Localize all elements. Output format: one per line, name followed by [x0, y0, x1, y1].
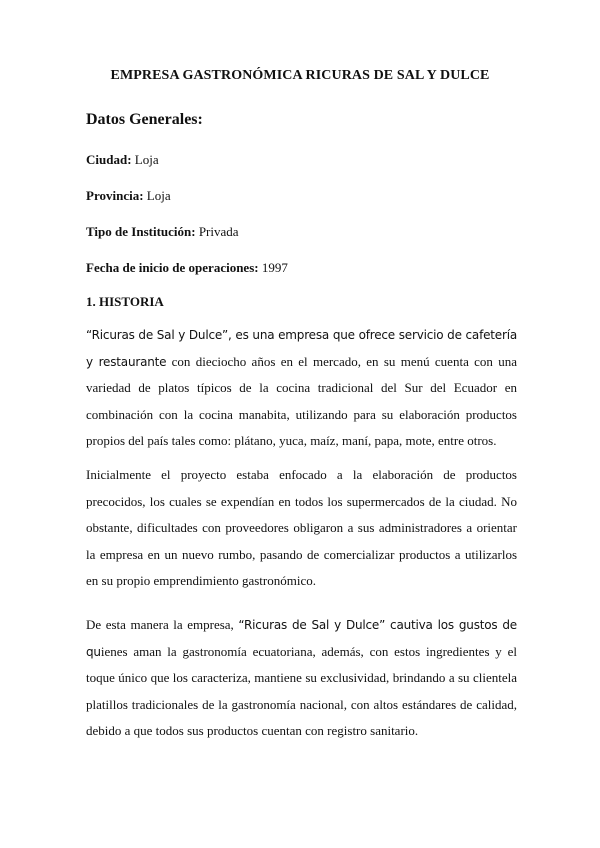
paragraph-1 — [86, 322, 517, 455]
paragraph-2: Inicialmente el proyecto estaba enfocado a la elaboración de productos precocidos, los cuales se expendían en todos los supermercados de la ciudad. No obstante, dificultades con proveedores obligaron a sus administradores a orientar la empresa en un nuevo rumbo, pasando de comercializar productos a utilizarlos en su propio emprendimiento gastronómico. — [86, 467, 517, 589]
field-value: 1997 — [261, 260, 288, 275]
paragraph-3-a: De esta manera la empresa, — [86, 617, 239, 632]
paragraph-1-rest: con dieciocho años en el mercado, en su menú cuenta con una variedad de platos típicos de la cocina tradicional del Sur del Ecuador en combinación con la cocina manabita, utilizando para su elaboración productos propios del país tales como: plátano, yuca, maíz, maní, papa, mote, entre otros. — [86, 353, 517, 449]
document-title: EMPRESA GASTRONÓMICA RICURAS DE SAL Y DULCE — [110, 68, 490, 83]
section-heading-historia: 1. HISTORIA — [86, 294, 164, 309]
paragraph-3 — [86, 612, 517, 745]
field-label: Provincia: — [86, 188, 144, 203]
field-label: Ciudad: — [86, 152, 132, 167]
general-data-heading: Datos Generales: — [86, 111, 203, 128]
field-value: Loja — [146, 188, 171, 203]
field-start-date — [86, 260, 288, 276]
field-value: Privada — [198, 224, 239, 239]
field-label: Fecha de inicio de operaciones: — [86, 260, 259, 275]
paragraph-3-c: ienes aman la gastronomía ecuatoriana, además, con estos ingredientes y el toque único que los caracteriza, mantiene su exclusividad, brindando a su clientela platillos tradicionales de la gastronomía nacional, con altos estándares de calidad, debido a que todos sus productos cuentan con registro sanitario. — [86, 643, 517, 739]
paragraph-1-lead: “Ricuras de Sal y Dulce”, es una empresa que ofrece servicio de cafetería y restaurante — [86, 328, 517, 369]
field-city — [86, 152, 159, 168]
paragraph-3-b: “Ricuras de Sal y Dulce” cautiva los gustos de qu — [86, 618, 517, 659]
field-label: Tipo de Institución: — [86, 224, 196, 239]
field-province — [86, 188, 171, 204]
field-value: Loja — [134, 152, 159, 167]
field-institution-type — [86, 224, 239, 240]
